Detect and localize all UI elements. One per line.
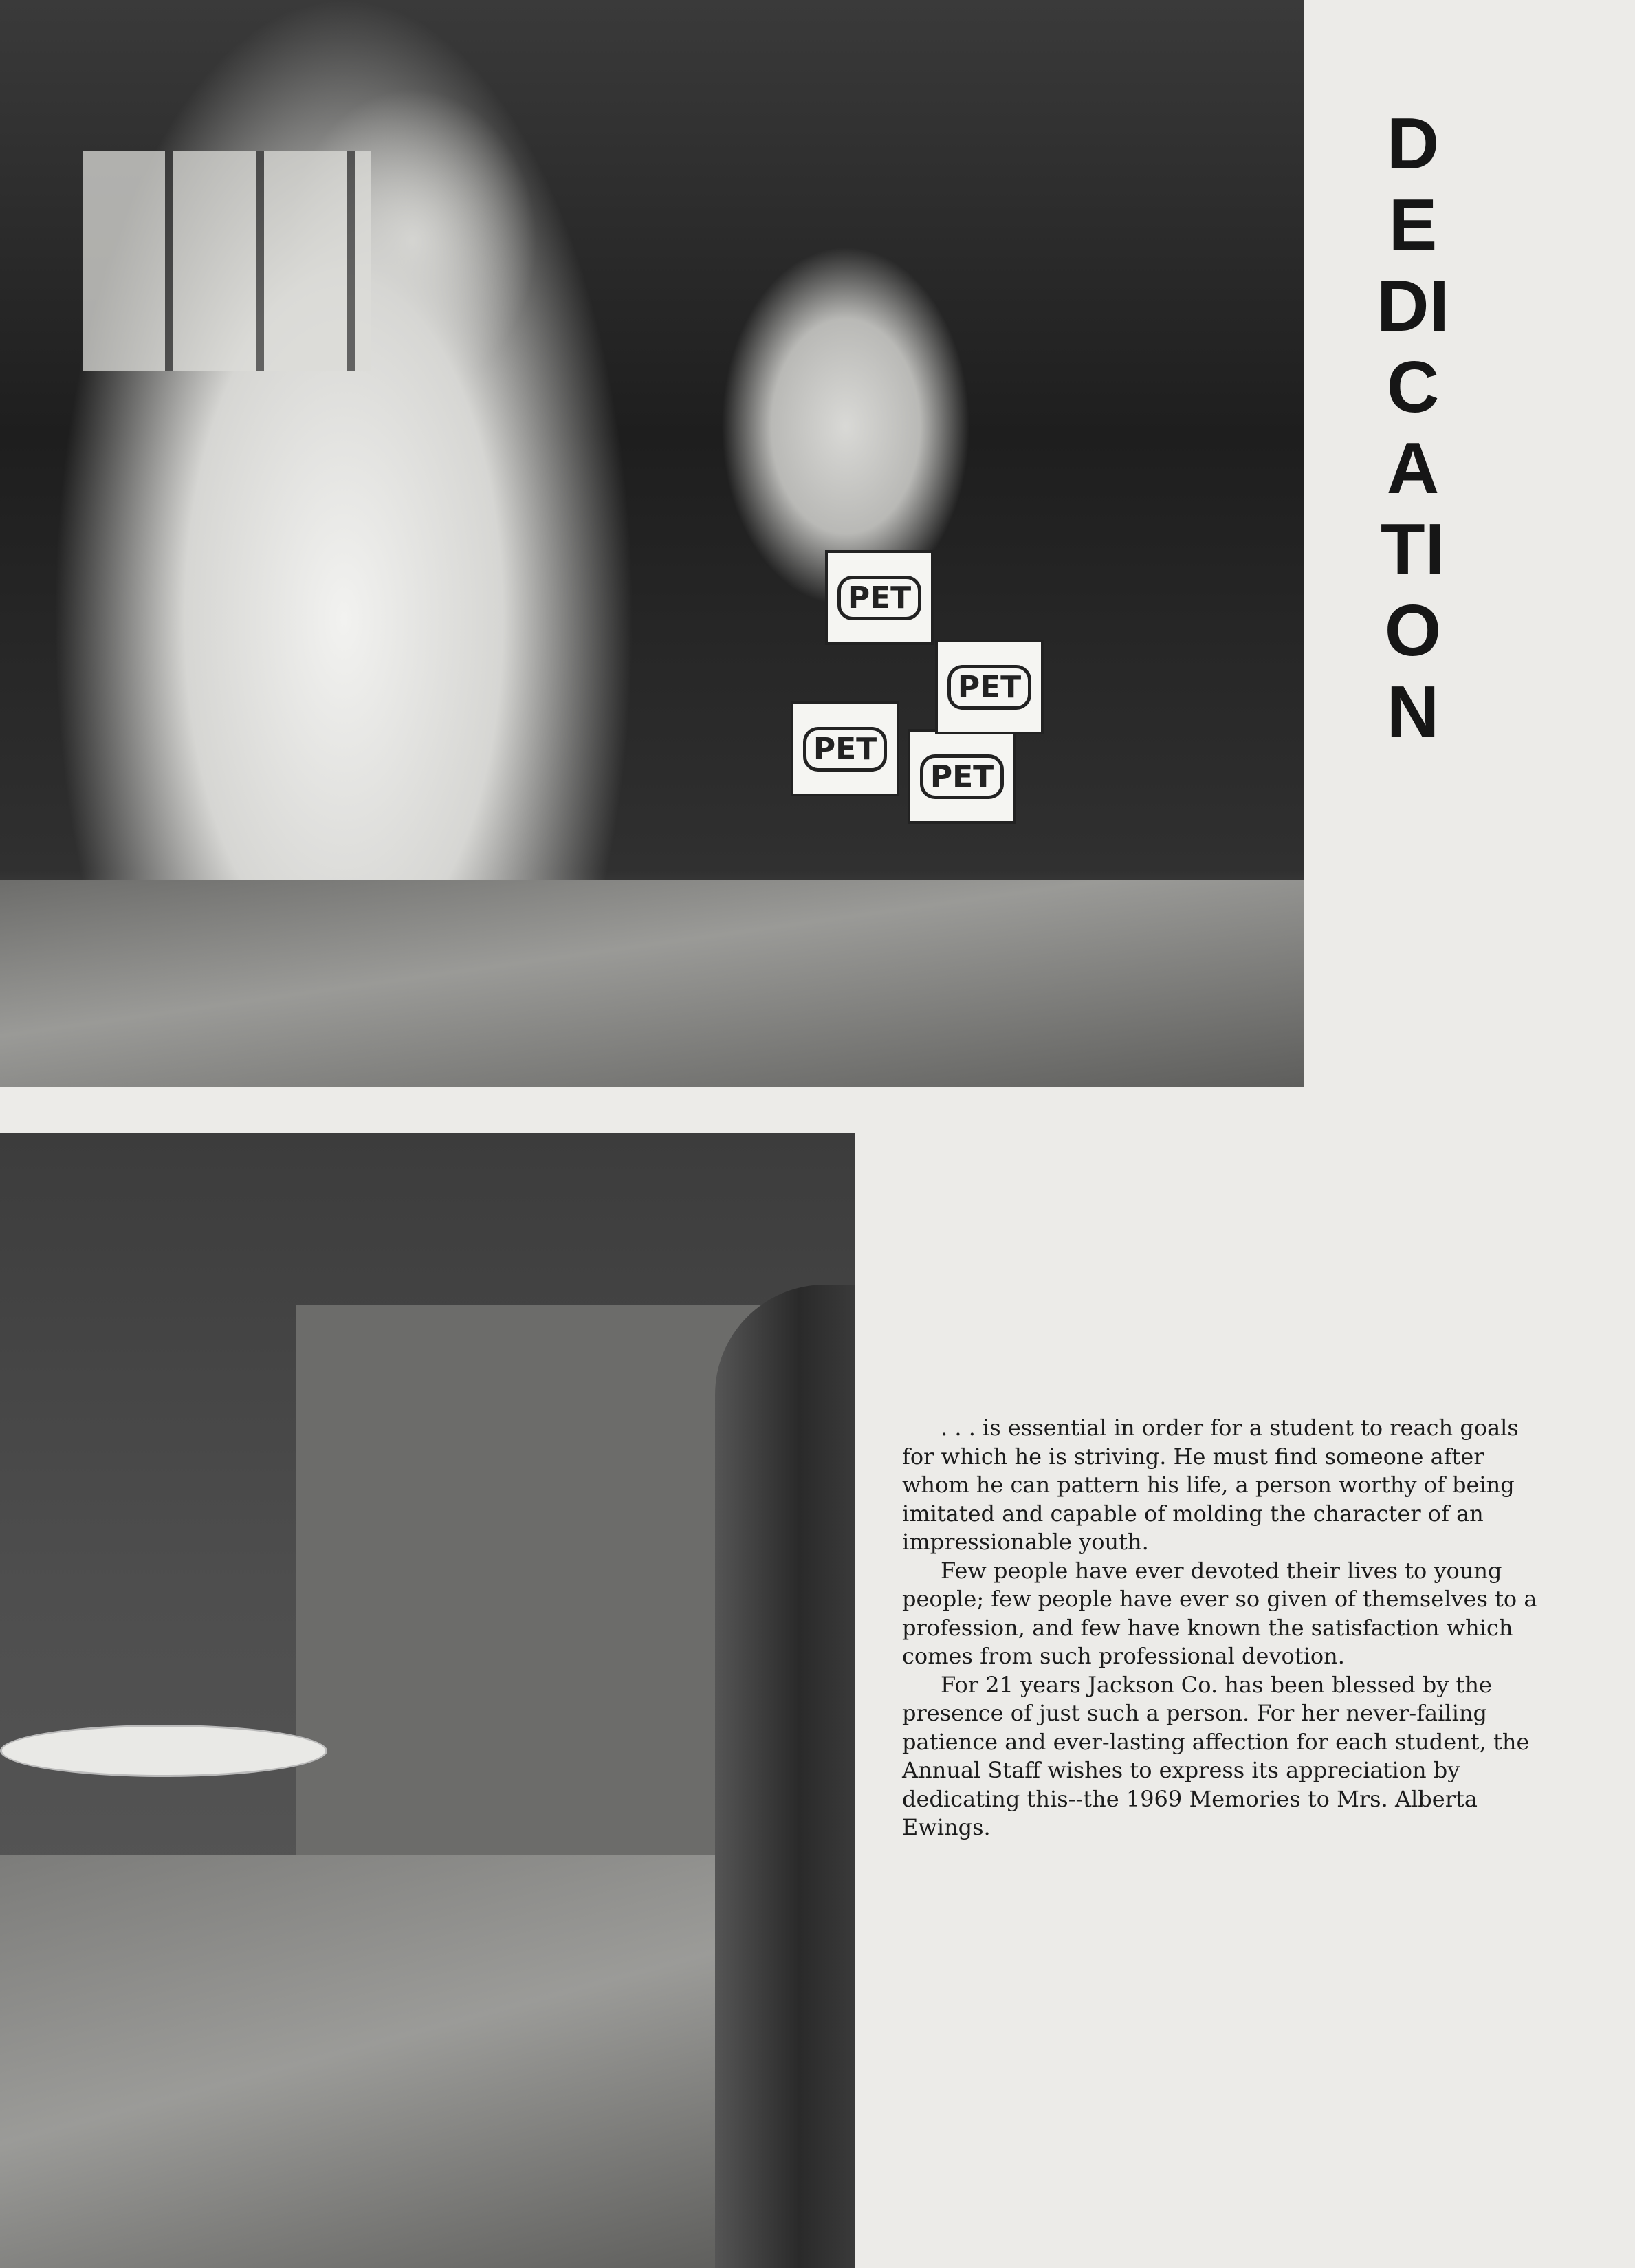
milk-carton: PET	[935, 640, 1044, 734]
paragraph: Few people have ever devoted their lives to young people; few people have ever so given of themselves to a profession, and few have known the satisfaction which comes from such professional devotion.	[902, 1557, 1537, 1669]
serving-counter	[0, 880, 1304, 1087]
page-title: DEDICATION	[1376, 103, 1449, 752]
photo-cafeteria-serving-line-top	[0, 0, 1304, 1087]
milk-carton: PET	[791, 701, 899, 796]
paragraph: . . . is essential in order for a student to reach goals for which he is striving. He must find someone after whom he can pattern his life, a person worthy of being imitated and capable of molding the character of an impressionable youth.	[902, 1415, 1519, 1555]
dedication-text	[902, 1414, 1541, 1842]
milk-carton: PET	[825, 550, 934, 645]
wall-panel	[296, 1305, 777, 1904]
food-plate	[0, 1725, 327, 1777]
paragraph: For 21 years Jackson Co. has been blessed by the presence of just such a person. For her never-failing patience and ever-lasting affection for each student, the Annual Staff wishes to express its appreciation by dedicating this--the 1969 Memories to Mrs. Alberta Ewings.	[902, 1671, 1530, 1840]
student-silhouette	[715, 1285, 855, 2268]
photo-student-receiving-plate-bottom	[0, 1133, 855, 2268]
milk-carton: PET	[908, 729, 1016, 824]
kitchen-window	[83, 151, 371, 371]
